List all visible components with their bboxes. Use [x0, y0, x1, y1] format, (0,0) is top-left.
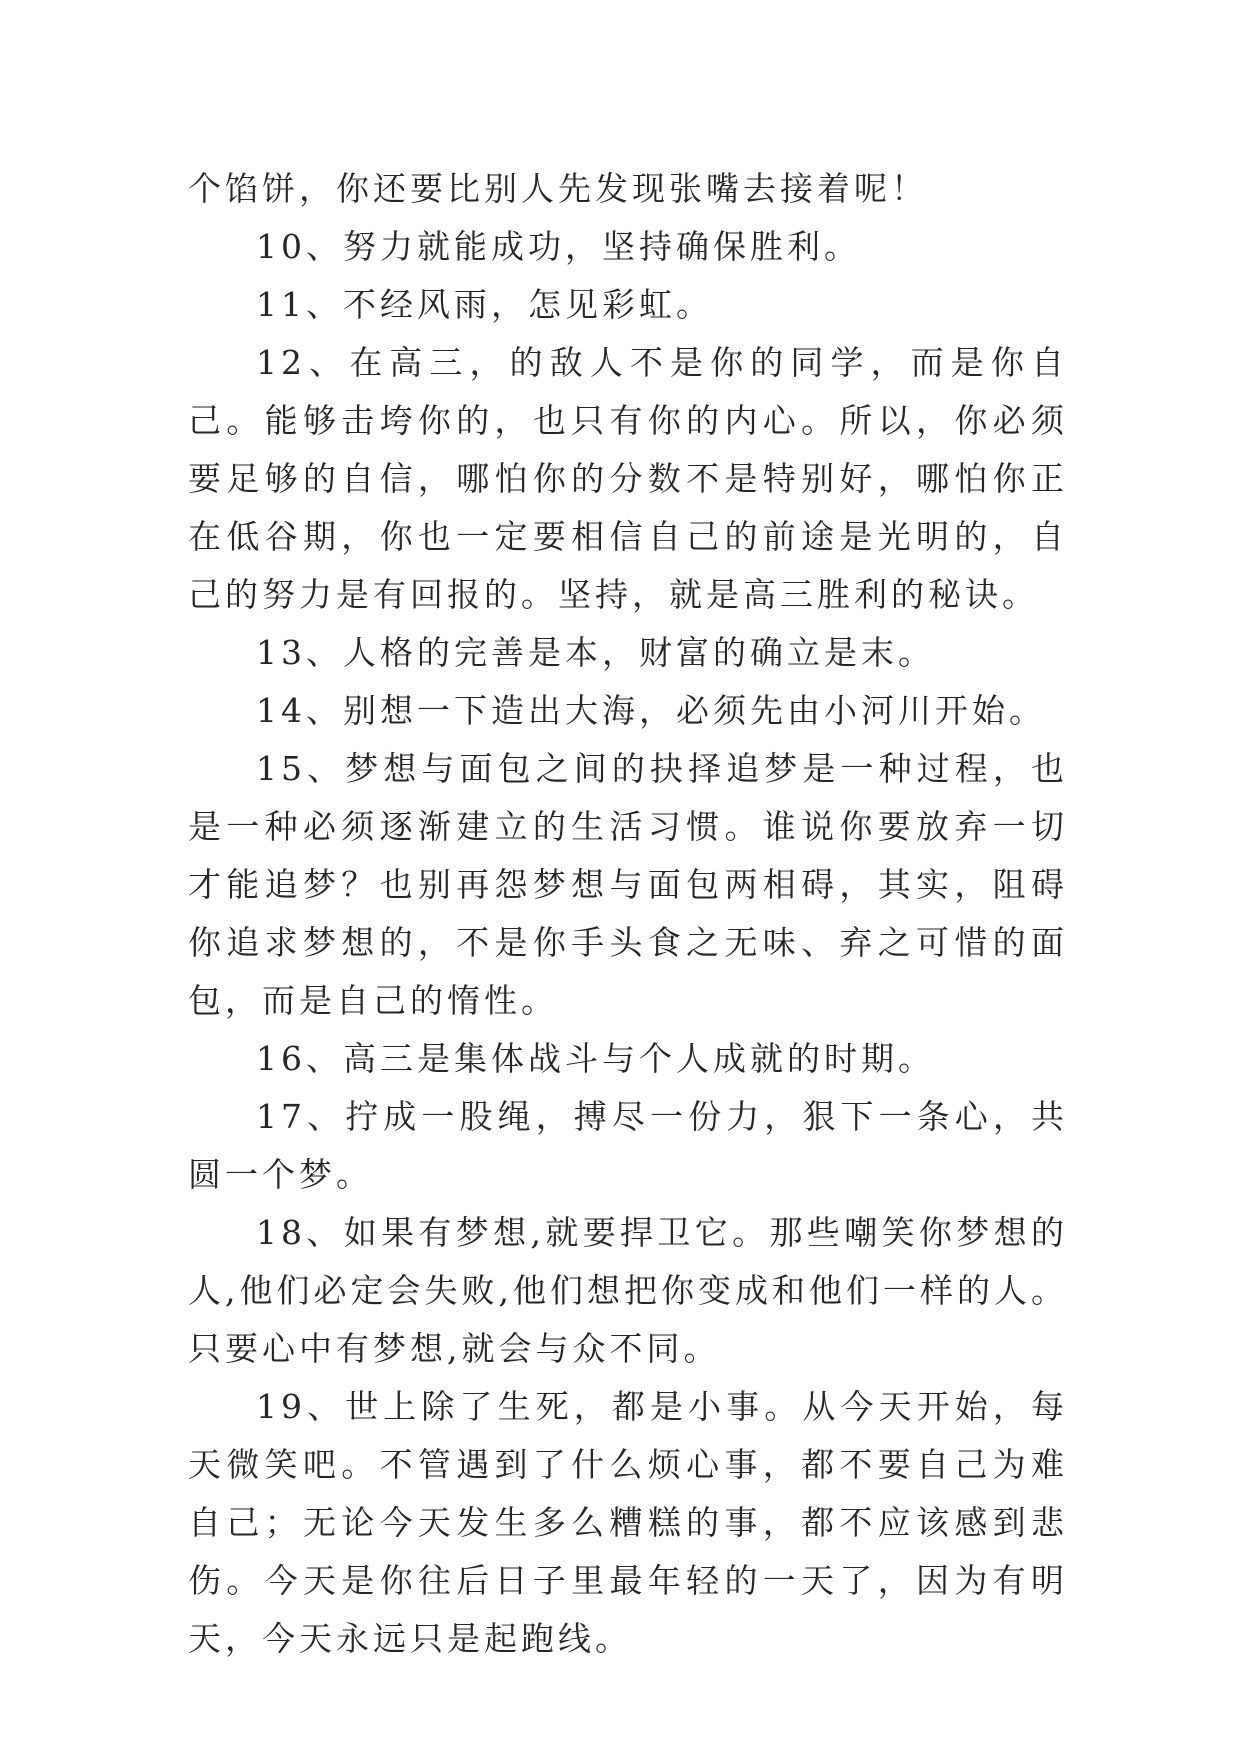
paragraph-item-16: 16、高三是集体战斗与个人成就的时期。: [256, 1039, 935, 1078]
paragraph-item-13: 13、人格的完善是本，财富的确立是末。: [256, 633, 935, 672]
paragraph-item-10: 10、努力就能成功，坚持确保胜利。: [256, 227, 861, 266]
paragraph-continuation: 个馅饼，你还要比别人先发现张嘴去接着呢！: [188, 169, 928, 208]
paragraph-item-14: 14、别想一下造出大海，必须先由小河川开始。: [256, 691, 1046, 730]
paragraph-item-19: 19、世上除了生死，都是小事。从今天开始，每天微笑吧。不管遇到了什么烦心事，都不要自己为难自己；无论今天发生多么糟糕的事，都不应该感到悲伤。今天是你往后日子里最年轻的一天了，因为有明天，今天永远只是起跑线。: [188, 1387, 1068, 1658]
document-body: [188, 160, 1068, 1668]
paragraph-item-11: 11、不经风雨，怎见彩虹。: [256, 285, 713, 324]
paragraph-item-15: 15、梦想与面包之间的抉择追梦是一种过程，也是一种必须逐渐建立的生活习惯。谁说你要放弃一切才能追梦？也别再怨梦想与面包两相碍，其实，阻碍你追求梦想的，不是你手头食之无味、弃之可惜的面包，而是自己的惰性。: [188, 749, 1068, 1020]
paragraph-item-12: 12、在高三，的敌人不是你的同学，而是你自己。能够击垮你的，也只有你的内心。所以，你必须要足够的自信，哪怕你的分数不是特别好，哪怕你正在低谷期，你也一定要相信自己的前途是光明的，自己的努力是有回报的。坚持，就是高三胜利的秘诀。: [188, 343, 1068, 614]
paragraph-item-18: 18、如果有梦想,就要捍卫它。那些嘲笑你梦想的人,他们必定会失败,他们想把你变成和他们一样的人。只要心中有梦想,就会与众不同。: [188, 1213, 1068, 1368]
paragraph-item-17: 17、拧成一股绳，搏尽一份力，狠下一条心，共圆一个梦。: [188, 1097, 1068, 1194]
